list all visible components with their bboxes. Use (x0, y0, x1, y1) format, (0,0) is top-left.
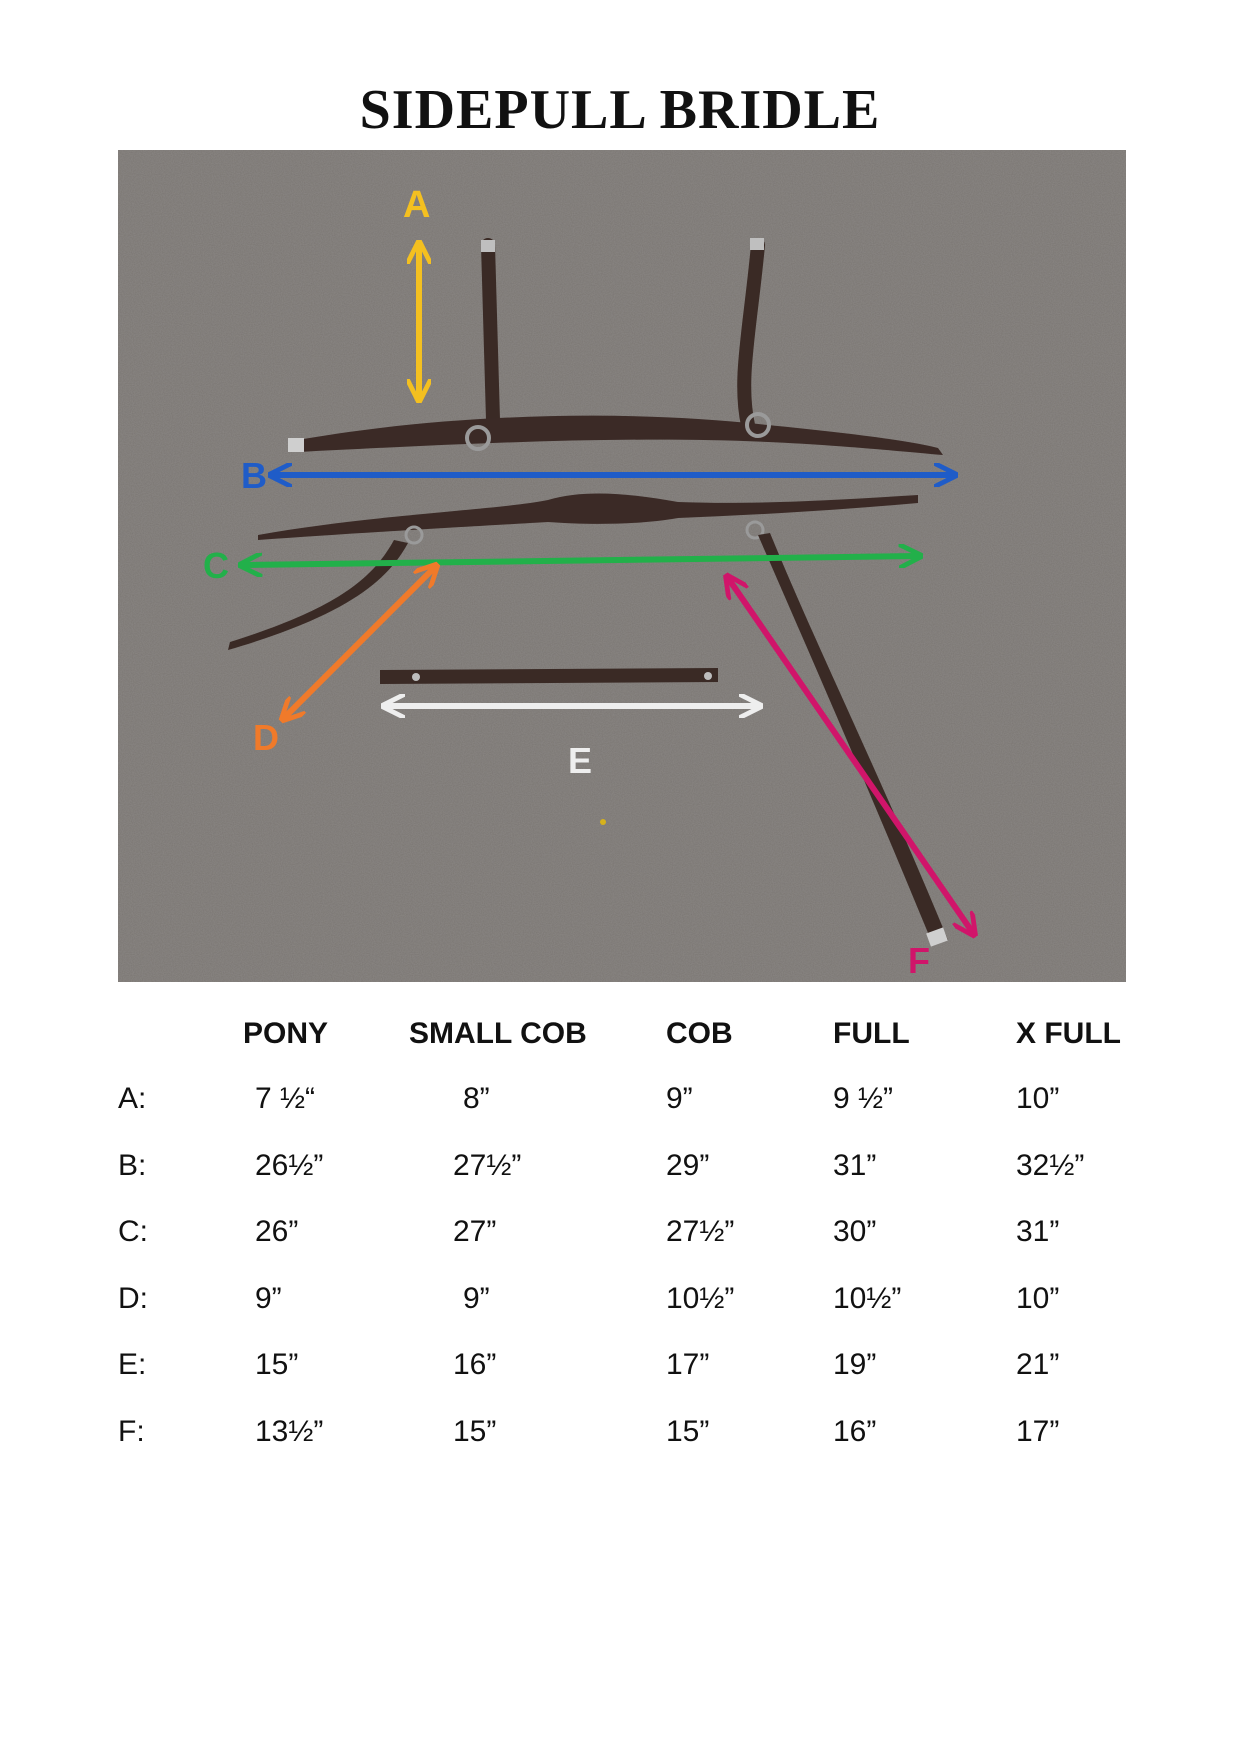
size-chart-table (118, 1002, 1136, 1465)
chin-strap (380, 668, 718, 684)
row-label: F: (118, 1414, 145, 1448)
row-label: D: (118, 1281, 148, 1315)
cell-full: 31” (833, 1148, 877, 1182)
cell-pony: 7 ½“ (255, 1082, 316, 1116)
label-e: E (568, 740, 593, 781)
cell-small-cob: 15” (453, 1414, 497, 1448)
page-title: SIDEPULL BRIDLE (359, 79, 881, 141)
cell-x-full: 21” (1016, 1348, 1060, 1382)
column-header-blank (118, 1002, 243, 1066)
cell-x-full: 32½” (1016, 1148, 1085, 1182)
column-header-cob: COB (666, 1017, 733, 1050)
table-row (118, 1199, 1136, 1266)
cell-pony: 26” (255, 1215, 299, 1249)
table-row (118, 1399, 1136, 1466)
cell-cob: 10½” (666, 1281, 735, 1315)
cell-cob: 9” (666, 1082, 693, 1116)
cell-x-full: 10” (1016, 1082, 1060, 1116)
cell-cob: 27½” (666, 1215, 735, 1249)
label-f: F (908, 940, 930, 981)
table-row (118, 1133, 1136, 1200)
cell-full: 19” (833, 1348, 877, 1382)
cell-cob: 17” (666, 1348, 710, 1382)
row-label: C: (118, 1215, 148, 1249)
yellow-dot (600, 819, 606, 825)
column-header-small-cob: SMALL COB (409, 1017, 587, 1050)
column-header-x-full: X FULL (1016, 1017, 1121, 1050)
cell-cob: 15” (666, 1414, 710, 1448)
label-d: D (253, 717, 279, 758)
cell-small-cob: 27½” (453, 1148, 522, 1182)
table-row (118, 1266, 1136, 1333)
cell-cob: 29” (666, 1148, 710, 1182)
label-a: A (403, 184, 431, 226)
cell-small-cob: 9” (463, 1281, 490, 1315)
column-header-pony: PONY (243, 1017, 329, 1050)
table-row (118, 1332, 1136, 1399)
cell-x-full: 31” (1016, 1215, 1060, 1249)
table-row (118, 1066, 1136, 1133)
row-label: E: (118, 1348, 147, 1382)
cell-pony: 15” (255, 1348, 299, 1382)
cell-full: 9 ½” (833, 1082, 894, 1116)
cell-small-cob: 16” (453, 1348, 497, 1382)
bridle-measurement-photo (118, 150, 1126, 982)
label-b: B (241, 455, 267, 496)
cell-full: 30” (833, 1215, 877, 1249)
table-header-row (118, 1002, 1136, 1066)
cell-x-full: 10” (1016, 1281, 1060, 1315)
cell-full: 16” (833, 1414, 877, 1448)
cell-pony: 9” (255, 1281, 282, 1315)
column-header-full: FULL (833, 1017, 910, 1050)
cell-small-cob: 27” (453, 1215, 497, 1249)
cell-full: 10½” (833, 1281, 902, 1315)
row-label: A: (118, 1082, 147, 1116)
cell-x-full: 17” (1016, 1414, 1060, 1448)
label-c: C (203, 545, 229, 586)
cell-pony: 26½” (255, 1148, 324, 1182)
row-label: B: (118, 1148, 147, 1182)
cell-small-cob: 8” (463, 1082, 490, 1116)
cell-pony: 13½” (255, 1414, 324, 1448)
